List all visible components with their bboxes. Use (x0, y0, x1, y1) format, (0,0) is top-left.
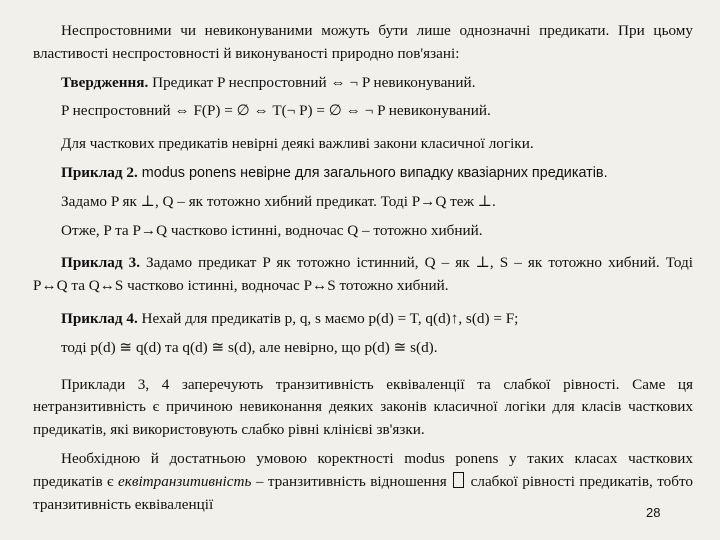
condition-text-before: Необхідною й достатньою умовою коректності modus ponens у таких класах часткових предикатів є (33, 449, 693, 490)
paragraph-example-2-conclusion: Отже, P та P→Q частково істинні, водночас Q – тотожно хибний. (61, 221, 483, 239)
page-number: 28 (646, 505, 661, 520)
example-4-text: Нехай для предикатів p, q, s маємо p(d) = T, q(d)↑, s(d) = F; (137, 309, 519, 327)
paragraph-nontransitivity: Приклади 3, 4 заперечують транзитивність еквіваленції та слабкої рівності. Саме ця нетранзитивність є причиною невиконання деяких законів класичної логіки для класів часткових предикатів, які використовують слабко рівні клінієві зв'язки. (33, 375, 693, 439)
paragraph-laws: Для часткових предикатів невірні деякі важливі закони класичної логіки. (61, 135, 534, 153)
paragraph-proof: P неспростовний ⇔ F(P) = ∅ ⇔ T(¬ P) = ∅ ⇔ ¬ P невиконуваний. (61, 102, 491, 120)
example-3-text: Задамо предикат P як тотожно істинний, Q – як ⊥, S – як тотожно хибний. Тоді P↔Q та Q↔S частково істинні, водночас P↔S тотожно хибний. (33, 254, 693, 295)
statement-text: Предикат P неспростовний ⇔ ¬ P невиконуваний. (148, 73, 476, 91)
paragraph-example-4-conclusion: тоді p(d) ≅ q(d) та q(d) ≅ s(d), але невірно, що p(d) ≅ s(d). (61, 338, 438, 356)
paragraph-condition (33, 448, 693, 516)
example-4-label: Приклад 4. (61, 309, 138, 327)
statement-label: Твердження. (61, 73, 149, 91)
condition-text-after: – транзитивність відношення (251, 472, 452, 490)
paragraph-example-4 (33, 308, 693, 331)
paragraph-intro: Неспростовними чи невиконуваними можуть бути лише однозначні предикати. При цьому властивості неспростовності й виконуваності природно пов'язані: (33, 22, 693, 62)
condition-text-end: слабкої рівності предикатів, тобто транзитивність еквіваленції (33, 472, 693, 513)
condition-term: еквітранзитивність (118, 472, 252, 490)
slide-content (33, 20, 693, 516)
paragraph-example-3 (33, 252, 693, 298)
paragraph-example-2 (33, 162, 693, 185)
example-2-text: modus ponens невірне для загального випадку квазіарних предикатів. (137, 164, 608, 181)
paragraph-example-2-setup: Задамо P як ⊥, Q – як тотожно хибний предикат. Тоді P→Q теж ⊥. (61, 192, 496, 210)
example-3-label: Приклад 3. (61, 254, 140, 272)
paragraph-statement (33, 72, 693, 95)
example-2-label: Приклад 2. (61, 163, 138, 181)
box-glyph-icon (453, 472, 464, 488)
